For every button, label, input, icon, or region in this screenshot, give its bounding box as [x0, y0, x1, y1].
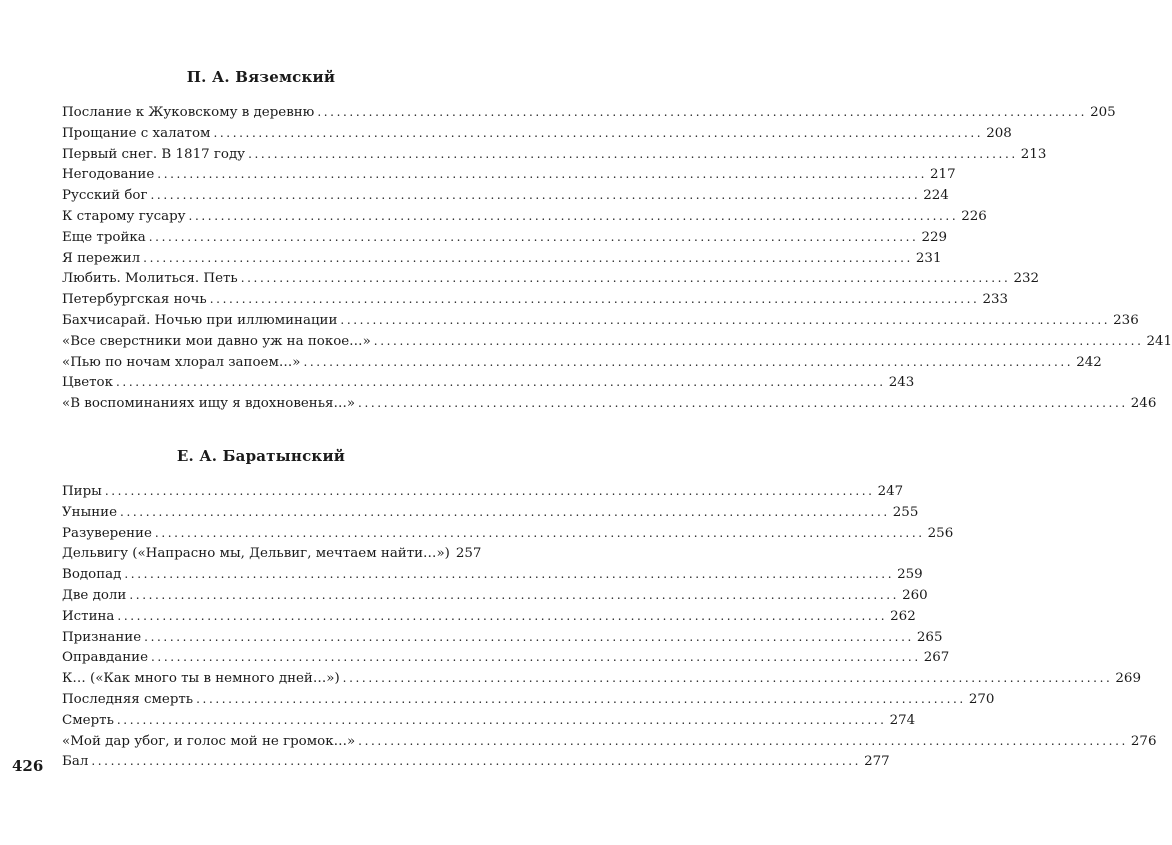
toc-entry-page: 270	[968, 691, 995, 707]
dot-leader: ........................................................................................................................	[303, 354, 1074, 369]
toc-entry	[62, 751, 890, 772]
dot-leader: ........................................................................................................................	[117, 608, 888, 623]
toc-entry-page: 229	[921, 229, 948, 245]
dot-leader: ........................................................................................................................	[151, 650, 921, 665]
toc-entry	[62, 227, 948, 248]
toc-entry-title: Дельвигу («Напрасно мы, Дельвиг, мечтаем найти…»)	[62, 546, 450, 562]
dot-leader: ........................................................................................................................	[154, 525, 925, 540]
toc-entry-title: Пиры	[62, 484, 102, 499]
toc-entry	[62, 289, 1009, 310]
page-number: 426	[12, 757, 44, 775]
toc-entry-title: Первый снег. В 1817 году	[62, 146, 246, 162]
toc-entry-title: «Пью по ночам хлорал запоем…»	[62, 354, 301, 370]
toc-entry-title: Бал	[62, 754, 89, 770]
toc-entry-page: 226	[961, 208, 987, 224]
toc-entry	[62, 144, 1047, 165]
toc-entry-page: 241	[1146, 333, 1172, 349]
dot-leader: ........................................................................................................................	[248, 146, 1018, 161]
toc-entry-title: Еще тройка	[62, 229, 146, 245]
toc-entry-title: Две доли	[62, 587, 127, 603]
toc-entry	[62, 647, 950, 668]
dot-leader: ........................................................................................................................	[150, 188, 921, 203]
toc-entry	[62, 564, 923, 585]
toc-entry	[62, 585, 928, 606]
dot-leader: ........................................................................................................................	[143, 250, 913, 265]
toc-entry	[62, 185, 949, 206]
toc-entry-title: Я пережил	[62, 250, 141, 266]
toc-entry-title: Истина	[62, 608, 115, 624]
toc-entry-title: К старому гусару	[62, 208, 186, 224]
toc-entry-page: 247	[877, 484, 904, 499]
toc-entry-title: Последняя смерть	[62, 691, 194, 707]
toc-entry-page: 274	[889, 712, 916, 728]
toc-entry	[62, 668, 1141, 689]
dot-leader: ........................................................................................................................	[129, 587, 900, 602]
dot-leader: ........................................................................................................................	[120, 504, 890, 519]
toc-entry-page: 236	[1113, 312, 1139, 328]
toc-entry-page: 259	[897, 567, 923, 583]
toc-entry-title: Водопад	[62, 567, 122, 583]
dot-leader: ........................................................................................................................	[124, 567, 895, 582]
toc-entry-page: 277	[864, 754, 890, 770]
toc-entry-page: 243	[888, 375, 915, 391]
toc-entry-page: 255	[892, 504, 919, 520]
section-title-vyazemsky: П. А. Вяземский	[186, 68, 336, 86]
toc-list-vyazemsky	[62, 102, 1172, 414]
toc-entry-page: 246	[1130, 396, 1157, 412]
toc-entry-page: 231	[915, 250, 942, 266]
toc-entry-page: 217	[930, 167, 956, 183]
dot-leader: ........................................................................................................................	[144, 629, 914, 644]
toc-entry-title: Цветок	[62, 375, 113, 391]
toc-entry-title: Негодование	[62, 167, 155, 183]
toc-entry	[62, 393, 1157, 414]
toc-entry	[62, 606, 916, 627]
toc-entry-title: Послание к Жуковскому в деревню	[62, 105, 315, 120]
dot-leader: ........................................................................................................................	[157, 167, 928, 182]
toc-entry	[62, 331, 1172, 352]
toc-entry-title: Уныние	[62, 504, 118, 520]
toc-entry	[62, 248, 942, 269]
dot-leader: ........................................................................................................................	[148, 229, 919, 244]
toc-entry-title: К… («Как много ты в немного дней…»)	[62, 671, 340, 687]
toc-entry	[62, 206, 987, 227]
toc-entry-title: «Все сверстники мои давно уж на покое…»	[62, 333, 371, 349]
toc-entry-title: Русский бог	[62, 188, 148, 204]
dot-leader: ........................................................................................................................	[317, 105, 1088, 119]
toc-entry-title: «В воспоминаниях ищу я вдохновенья…»	[62, 396, 356, 412]
dot-leader: ........................................................................................................................	[213, 125, 984, 140]
toc-entry-page: 269	[1115, 671, 1141, 687]
toc-entry-page: 213	[1020, 146, 1047, 162]
toc-entry	[62, 627, 943, 648]
toc-entry-page: 257	[455, 546, 482, 562]
dot-leader: ........................................................................................................................	[342, 671, 1113, 686]
toc-entry-title: Признание	[62, 629, 142, 645]
toc-entry	[62, 710, 916, 731]
toc-entry	[62, 689, 995, 710]
dot-leader: ........................................................................................................................	[373, 333, 1144, 348]
dot-leader: ........................................................................................................................	[358, 396, 1128, 411]
toc-entry-title: Разуверение	[62, 525, 152, 541]
toc-entry-title: Смерть	[62, 712, 114, 728]
toc-entry-page: 242	[1076, 354, 1102, 370]
toc-entry-page: 208	[986, 125, 1012, 141]
toc-entry-title: Прощание с халатом	[62, 125, 211, 141]
toc-entry-page: 233	[982, 292, 1009, 308]
toc-entry-title: «Мой дар убог, и голос мой не громок…»	[62, 733, 356, 749]
toc-entry-title: Петербургская ночь	[62, 292, 207, 308]
dot-leader: ........................................................................................................................	[340, 312, 1111, 327]
toc-entry-page: 267	[923, 650, 950, 666]
dot-leader: ........................................................................................................................	[196, 691, 966, 706]
toc-entry	[62, 502, 919, 523]
toc-entry	[62, 481, 904, 502]
toc-entry-page: 276	[1130, 733, 1157, 749]
dot-leader: ........................................................................................................................	[240, 271, 1011, 286]
toc-entry	[62, 268, 1039, 289]
dot-leader: ........................................................................................................................	[209, 292, 980, 307]
toc-entry-page: 205	[1090, 105, 1116, 120]
toc-entry	[62, 352, 1102, 373]
toc-entry	[62, 102, 1116, 123]
toc-entry-page: 265	[916, 629, 943, 645]
toc-entry	[62, 164, 956, 185]
toc-entry	[62, 543, 482, 564]
toc-list-baratynsky	[62, 481, 1157, 772]
toc-entry	[62, 731, 1157, 752]
dot-leader: ........................................................................................................................	[91, 754, 862, 769]
toc-entry-page: 260	[902, 587, 928, 603]
section-title-baratynsky: Е. А. Баратынский	[176, 447, 346, 465]
toc-entry	[62, 523, 954, 544]
dot-leader: ........................................................................................................................	[188, 208, 959, 223]
toc-entry-title: Оправдание	[62, 650, 148, 666]
dot-leader: ........................................................................................................................	[358, 733, 1128, 748]
toc-entry	[62, 372, 915, 393]
toc-entry-title: Любить. Молиться. Петь	[62, 271, 238, 287]
toc-entry-page: 262	[890, 608, 916, 624]
toc-entry-page: 256	[927, 525, 954, 541]
toc-entry-page: 232	[1013, 271, 1039, 287]
toc-entry	[62, 310, 1139, 331]
dot-leader: ........................................................................................................................	[116, 712, 887, 727]
toc-entry	[62, 123, 1012, 144]
dot-leader: ........................................................................................................................	[104, 484, 875, 498]
toc-entry-title: Бахчисарай. Ночью при иллюминации	[62, 312, 338, 328]
dot-leader: ........................................................................................................................	[115, 375, 886, 390]
toc-entry-page: 224	[923, 188, 949, 204]
